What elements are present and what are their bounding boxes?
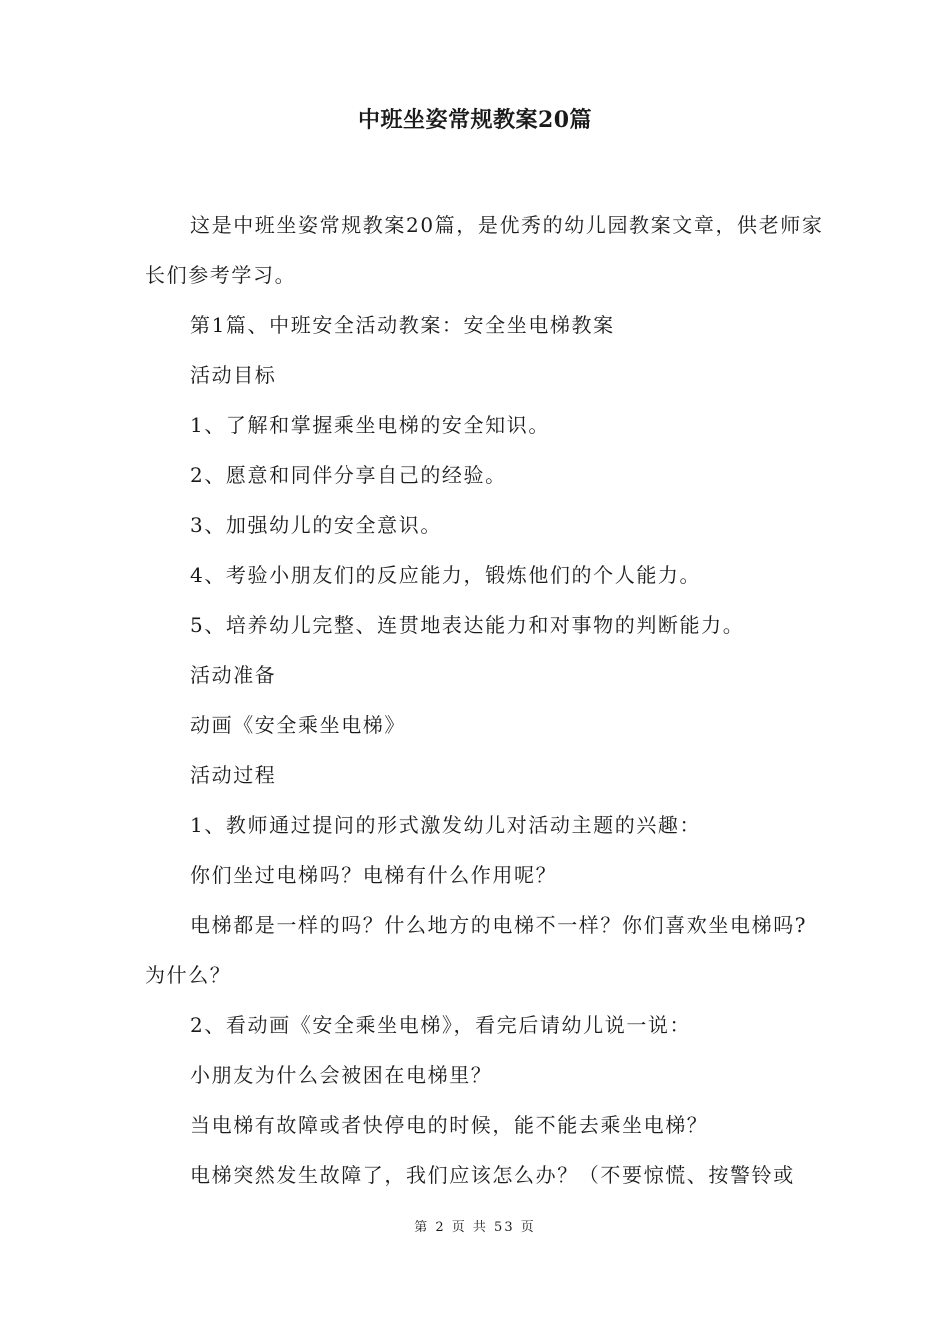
document-body [145, 200, 825, 1200]
paragraph-process-heading: 活动过程 [190, 763, 277, 787]
paragraph-intro: 这是中班坐姿常规教案20篇，是优秀的幼儿园教案文章，供老师家长们参考学习。 [145, 213, 824, 287]
page-number-footer: 第 2 页 共 53 页 [414, 1220, 536, 1235]
paragraph-question-4: 当电梯有故障或者快停电的时候，能不能去乘坐电梯？ [190, 1113, 709, 1137]
paragraph-goals-heading: 活动目标 [190, 363, 277, 387]
paragraph-chapter-heading: 第1篇、中班安全活动教案：安全坐电梯教案 [190, 313, 615, 337]
paragraph-preparation-heading: 活动准备 [190, 663, 277, 687]
paragraph-question-5: 电梯突然发生故障了，我们应该怎么办？（不要惊慌、按警铃或 [190, 1163, 795, 1187]
paragraph-question-2: 电梯都是一样的吗？什么地方的电梯不一样？你们喜欢坐电梯吗?为什么？ [145, 913, 808, 987]
document-title: 中班坐姿常规教案20篇 [357, 107, 593, 133]
paragraph-process-step-1: 1、教师通过提问的形式激发幼儿对活动主题的兴趣： [190, 813, 702, 837]
paragraph-goal-2: 2、愿意和同伴分享自己的经验。 [190, 463, 507, 487]
paragraph-question-1: 你们坐过电梯吗？电梯有什么作用呢？ [190, 863, 558, 887]
paragraph-preparation-item: 动画《安全乘坐电梯》 [190, 713, 406, 737]
paragraph-goal-1: 1、了解和掌握乘坐电梯的安全知识。 [190, 413, 550, 437]
paragraph-goal-4: 4、考验小朋友们的反应能力，锻炼他们的个人能力。 [190, 563, 702, 587]
paragraph-process-step-2: 2、看动画《安全乘坐电梯》，看完后请幼儿说一说： [190, 1013, 692, 1037]
paragraph-goal-5: 5、培养幼儿完整、连贯地表达能力和对事物的判断能力。 [190, 613, 745, 637]
paragraph-question-3: 小朋友为什么会被困在电梯里？ [190, 1063, 493, 1087]
paragraph-goal-3: 3、加强幼儿的安全意识。 [190, 513, 442, 537]
